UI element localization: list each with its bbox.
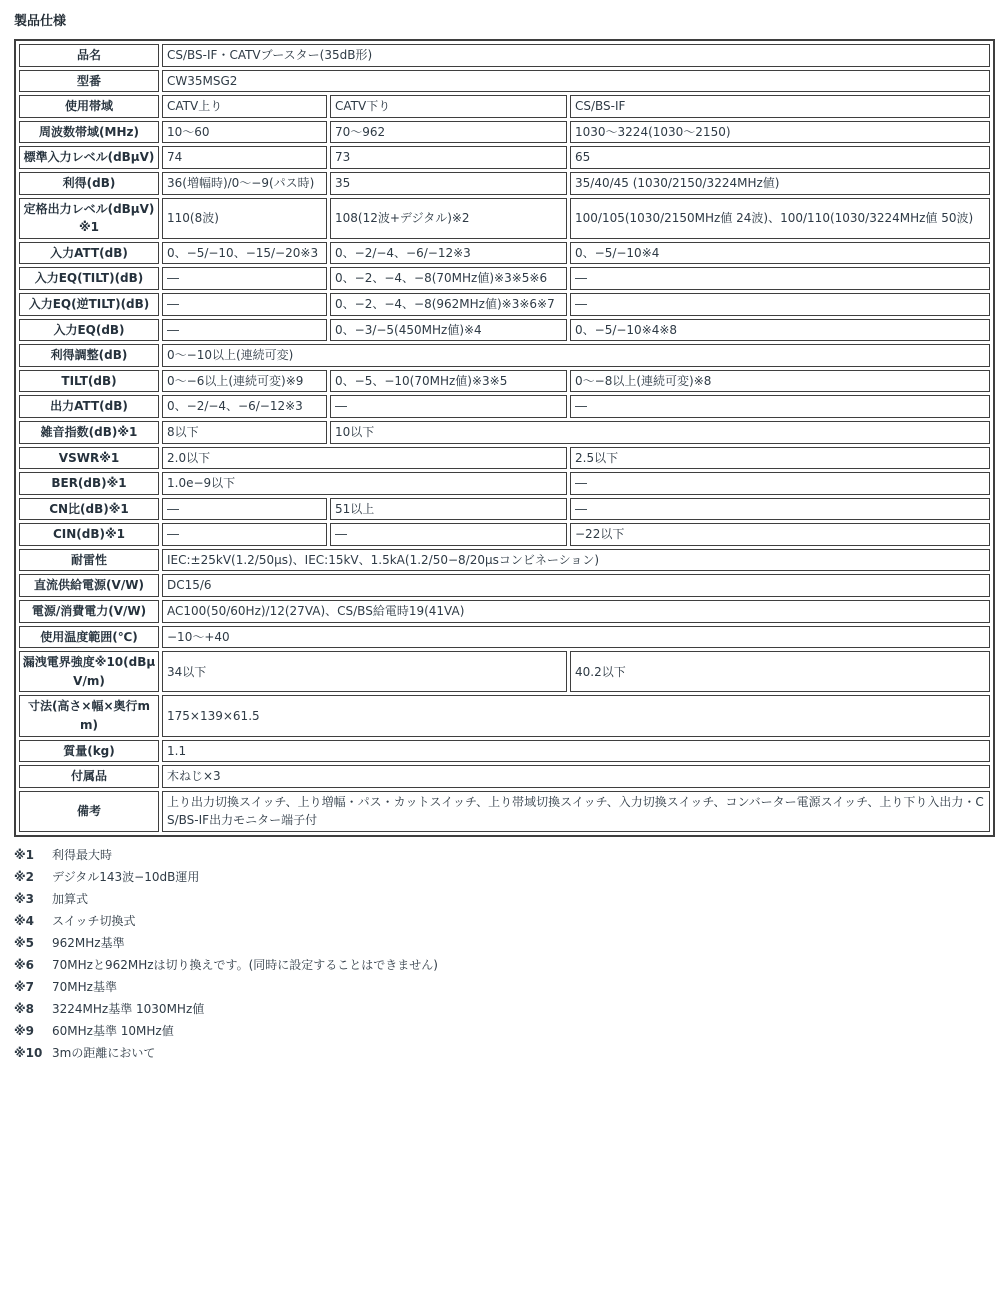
spec-cell: 0、−2、−4、−8(70MHz値)※3※5※6	[330, 267, 567, 290]
spec-row	[19, 198, 990, 239]
spec-row	[19, 293, 990, 316]
spec-row-label: 入力ATT(dB)	[19, 242, 159, 265]
spec-cell: 110(8波)	[162, 198, 327, 239]
footnote-line	[14, 866, 990, 888]
spec-cell: 木ねじ×3	[162, 765, 990, 788]
footnote-mark: ※2	[14, 870, 35, 884]
footnote-line	[14, 976, 990, 998]
spec-row	[19, 472, 990, 495]
spec-cell: 1.1	[162, 740, 990, 763]
spec-cell: 0、−2/−4、−6/−12※3	[330, 242, 567, 265]
spec-cell: ―	[162, 267, 327, 290]
spec-row	[19, 549, 990, 572]
spec-row	[19, 242, 990, 265]
spec-row-label: 使用帯域	[19, 95, 159, 118]
spec-cell: AC100(50/60Hz)/12(27VA)、CS/BS給電時19(41VA)	[162, 600, 990, 623]
footnotes	[14, 844, 990, 1064]
spec-table-body	[19, 44, 990, 832]
spec-row	[19, 70, 990, 93]
spec-table	[14, 39, 995, 837]
spec-cell: 34以下	[162, 651, 567, 692]
page-title: 製品仕様	[14, 14, 67, 29]
footnote-text: 3mの距離において	[52, 1046, 156, 1060]
spec-cell: 70～962	[330, 121, 567, 144]
spec-cell: ―	[330, 395, 567, 418]
spec-row-label: CN比(dB)※1	[19, 498, 159, 521]
footnote-text: デジタル143波−10dB運用	[52, 870, 200, 884]
spec-row-label: 標準入力レベル(dBμV)	[19, 146, 159, 169]
spec-cell: 1.0e−9以下	[162, 472, 567, 495]
spec-row-label: 入力EQ(TILT)(dB)	[19, 267, 159, 290]
spec-row	[19, 740, 990, 763]
spec-cell: 35	[330, 172, 567, 195]
spec-cell: 65	[570, 146, 990, 169]
footnote-line	[14, 1042, 990, 1064]
spec-cell: −10～+40	[162, 626, 990, 649]
spec-cell: DC15/6	[162, 574, 990, 597]
spec-cell: 8以下	[162, 421, 327, 444]
spec-cell: ―	[570, 498, 990, 521]
footnote-mark: ※8	[14, 1002, 35, 1016]
spec-cell: 0～−8以上(連続可変)※8	[570, 370, 990, 393]
footnote-mark: ※7	[14, 980, 35, 994]
spec-row-label: 入力EQ(dB)	[19, 319, 159, 342]
spec-cell: 上り出力切換スイッチ、上り増幅・パス・カットスイッチ、上り帯域切換スイッチ、入力切換スイッチ、コンバーター電源スイッチ、上り下り入出力・CS/BS-IF出力モニター端子付	[162, 791, 990, 832]
footnote-text: 利得最大時	[52, 848, 113, 862]
spec-cell: 100/105(1030/2150MHz値 24波)、100/110(1030/3224MHz値 50波)	[570, 198, 990, 239]
spec-cell: −22以下	[570, 523, 990, 546]
spec-cell: CATV下り	[330, 95, 567, 118]
spec-cell: ―	[162, 293, 327, 316]
spec-cell: 51以上	[330, 498, 567, 521]
spec-row-label: 利得(dB)	[19, 172, 159, 195]
footnote-line	[14, 844, 990, 866]
footnote-mark: ※4	[14, 914, 35, 928]
spec-row	[19, 121, 990, 144]
spec-cell: 108(12波+デジタル)※2	[330, 198, 567, 239]
footnote-text: 加算式	[52, 892, 89, 906]
spec-cell: 35/40/45 (1030/2150/3224MHz値)	[570, 172, 990, 195]
footnote-line	[14, 888, 990, 910]
spec-row	[19, 146, 990, 169]
spec-row-label: 質量(kg)	[19, 740, 159, 763]
footnote-mark: ※5	[14, 936, 35, 950]
spec-row-label: BER(dB)※1	[19, 472, 159, 495]
spec-row	[19, 344, 990, 367]
footnote-text: 3224MHz基準 1030MHz値	[52, 1002, 205, 1016]
spec-row	[19, 44, 990, 67]
spec-cell: 0、−2/−4、−6/−12※3	[162, 395, 327, 418]
spec-row	[19, 319, 990, 342]
footnote-line	[14, 932, 990, 954]
spec-row-label: 利得調整(dB)	[19, 344, 159, 367]
spec-row-label: 電源/消費電力(V/W)	[19, 600, 159, 623]
footnote-text: スイッチ切換式	[52, 914, 136, 928]
spec-cell: 0～−6以上(連続可変)※9	[162, 370, 327, 393]
spec-cell: ―	[570, 395, 990, 418]
spec-row	[19, 765, 990, 788]
spec-cell: 0、−5/−10、−15/−20※3	[162, 242, 327, 265]
spec-row	[19, 370, 990, 393]
spec-row-label: 雑音指数(dB)※1	[19, 421, 159, 444]
spec-cell: ―	[162, 319, 327, 342]
spec-row-label: 付属品	[19, 765, 159, 788]
spec-row	[19, 172, 990, 195]
spec-row-label: 周波数帯域(MHz)	[19, 121, 159, 144]
spec-cell: CATV上り	[162, 95, 327, 118]
footnote-line	[14, 1020, 990, 1042]
spec-cell: 0、−5/−10※4	[570, 242, 990, 265]
footnote-line	[14, 954, 990, 976]
spec-row-label: 出力ATT(dB)	[19, 395, 159, 418]
spec-cell: 0、−5/−10※4※8	[570, 319, 990, 342]
spec-cell: 74	[162, 146, 327, 169]
spec-cell: 0、−3/−5(450MHz値)※4	[330, 319, 567, 342]
spec-cell: 1030～3224(1030～2150)	[570, 121, 990, 144]
spec-row	[19, 395, 990, 418]
spec-cell: 0、−5、−10(70MHz値)※3※5	[330, 370, 567, 393]
spec-row	[19, 498, 990, 521]
spec-cell: CW35MSG2	[162, 70, 990, 93]
spec-row-label: 品名	[19, 44, 159, 67]
spec-row-label: 入力EQ(逆TILT)(dB)	[19, 293, 159, 316]
spec-cell: CS/BS-IF	[570, 95, 990, 118]
spec-row	[19, 267, 990, 290]
spec-cell: 10～60	[162, 121, 327, 144]
spec-cell: ―	[570, 472, 990, 495]
spec-cell: 2.5以下	[570, 447, 990, 470]
spec-row-label: CIN(dB)※1	[19, 523, 159, 546]
spec-cell: ―	[330, 523, 567, 546]
spec-cell: IEC:±25kV(1.2/50μs)、IEC:15kV、1.5kA(1.2/50−8/20μsコンビネーション)	[162, 549, 990, 572]
spec-cell: 2.0以下	[162, 447, 567, 470]
spec-cell: ―	[570, 293, 990, 316]
spec-row-label: VSWR※1	[19, 447, 159, 470]
footnote-text: 70MHzと962MHzは切り換えです。(同時に設定することはできません)	[52, 958, 438, 972]
spec-cell: 10以下	[330, 421, 990, 444]
spec-row-label: 使用温度範囲(℃)	[19, 626, 159, 649]
spec-row-label: 直流供給電源(V/W)	[19, 574, 159, 597]
footnote-text: 962MHz基準	[52, 936, 125, 950]
footnote-mark: ※1	[14, 848, 35, 862]
spec-row-label: TILT(dB)	[19, 370, 159, 393]
spec-cell: 40.2以下	[570, 651, 990, 692]
spec-cell: 73	[330, 146, 567, 169]
spec-cell: ―	[162, 498, 327, 521]
footnote-text: 60MHz基準 10MHz値	[52, 1024, 174, 1038]
spec-cell: 0、−2、−4、−8(962MHz値)※3※6※7	[330, 293, 567, 316]
spec-row	[19, 447, 990, 470]
footnote-line	[14, 998, 990, 1020]
spec-row	[19, 421, 990, 444]
footnote-mark: ※9	[14, 1024, 35, 1038]
footnote-mark: ※10	[14, 1046, 43, 1060]
spec-row	[19, 574, 990, 597]
spec-row	[19, 600, 990, 623]
spec-row-label: 型番	[19, 70, 159, 93]
spec-cell: ―	[570, 267, 990, 290]
spec-row	[19, 651, 990, 692]
spec-row	[19, 695, 990, 736]
spec-row-label: 寸法(高さ×幅×奥行mm)	[19, 695, 159, 736]
spec-row	[19, 95, 990, 118]
spec-row-label: 漏洩電界強度※10(dBμV/m)	[19, 651, 159, 692]
spec-cell: ―	[162, 523, 327, 546]
footnote-mark: ※6	[14, 958, 35, 972]
footnote-text: 70MHz基準	[52, 980, 117, 994]
spec-row	[19, 523, 990, 546]
footnote-line	[14, 910, 990, 932]
spec-cell: CS/BS-IF・CATVブースター(35dB形)	[162, 44, 990, 67]
footnote-mark: ※3	[14, 892, 35, 906]
spec-cell: 175×139×61.5	[162, 695, 990, 736]
spec-row-label: 備考	[19, 791, 159, 832]
spec-cell: 36(増幅時)/0～−9(パス時)	[162, 172, 327, 195]
spec-row	[19, 626, 990, 649]
spec-row-label: 定格出力レベル(dBμV)※1	[19, 198, 159, 239]
spec-row-label: 耐雷性	[19, 549, 159, 572]
spec-row	[19, 791, 990, 832]
spec-cell: 0～−10以上(連続可変)	[162, 344, 990, 367]
